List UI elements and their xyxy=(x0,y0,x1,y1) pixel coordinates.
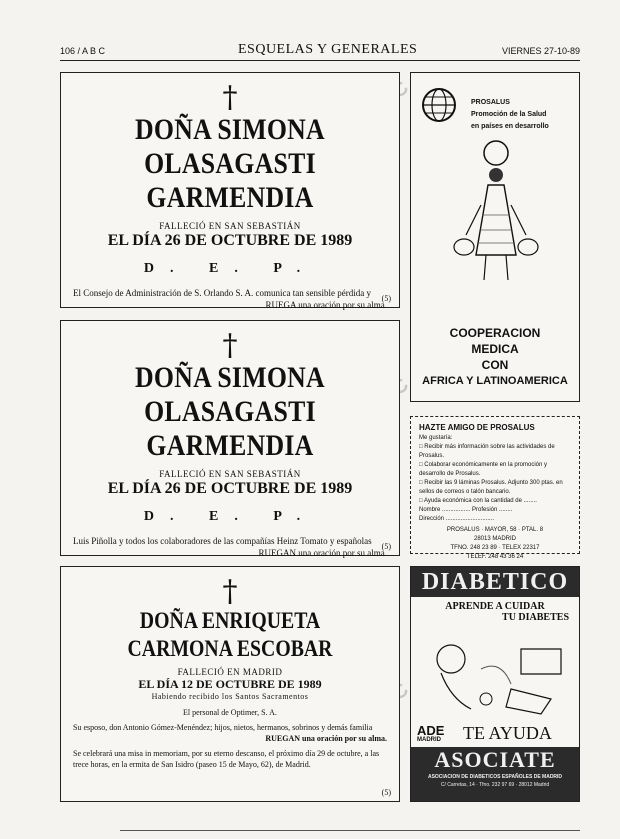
deceased-name: DOÑA SIMONA OLASAGASTI xyxy=(135,361,325,428)
cross-icon: † xyxy=(222,328,238,363)
prosalus-ad xyxy=(410,72,580,402)
notice-code: (5) xyxy=(381,294,391,303)
asociate-title: ASOCIATE xyxy=(434,747,556,772)
notice-body: El Consejo de Administración de S. Orlando S. A. comunica tan sensible pérdida y xyxy=(73,288,371,298)
globe-icon xyxy=(419,85,459,125)
headline-line: CON xyxy=(481,358,509,372)
died-where: FALLECIÓ EN SAN SEBASTIÁN xyxy=(159,469,301,479)
coupon-title: HAZTE AMIGO DE PROSALUS xyxy=(419,423,535,432)
notice-code: (5) xyxy=(381,788,391,797)
section-title: ESQUELAS Y GENERALES xyxy=(238,42,418,57)
prosalus-tagline: Promoción de la Salud xyxy=(471,111,547,118)
prosalus-brand: PROSALUS xyxy=(471,99,510,106)
staff-line: El personal de Optimer, S. A. xyxy=(183,708,277,717)
coupon-line: Dirección ............................. xyxy=(419,516,495,522)
notice-request: RUEGAN una oración por su alma. xyxy=(258,548,387,558)
diabetico-title: DIABETICO xyxy=(411,567,579,597)
deceased-name: DOÑA ENRIQUETA CARMONA ESCOBAR xyxy=(127,608,333,661)
te-ayuda: TE AYUDA xyxy=(463,723,552,743)
died-when: EL DÍA 12 DE OCTUBRE DE 1989 xyxy=(138,677,322,691)
ade-logo: ADE xyxy=(417,723,445,738)
diabetico-illustration xyxy=(411,629,579,719)
mass-line: Se celebrará una misa in memoriam, por su eterno descanso, el próximo día 29 de octubre, a las trece horas, en la ermita de San Isidro (paseo 15 de Mayo, 62), de Madrid. xyxy=(73,749,380,769)
died-where: FALLECIÓ EN MADRID xyxy=(177,667,283,677)
headline-line: COOPERACION xyxy=(449,326,541,340)
cross-icon: † xyxy=(222,574,238,609)
died-when: EL DÍA 26 DE OCTUBRE DE 1989 xyxy=(107,232,353,249)
sacraments: Habiendo recibido los Santos Sacramentos xyxy=(151,692,309,701)
address-line: TELEF. 248 43 36 24 xyxy=(466,554,524,560)
died-when: EL DÍA 26 DE OCTUBRE DE 1989 xyxy=(107,480,353,497)
issue-date: VIERNES 27-10-89 xyxy=(501,46,580,56)
family-line: Su esposo, don Antonio Gómez-Menéndez; hijos, nietos, hermanos, sobrinos y demás familia xyxy=(73,723,373,732)
coupon-line: □ Recibir más información sobre las actividades de Prosalus. xyxy=(419,444,555,459)
prosalus-tagline: en países en desarrollo xyxy=(471,123,549,130)
notice-body: Luis Piñolla y todos los colaboradores de las compañías Heinz Tomato y españolas xyxy=(73,536,372,546)
dep: D. E. P. xyxy=(143,261,317,276)
ade-madrid: MADRID xyxy=(417,737,441,743)
assoc-name: ASOCIACION DE DIABETICOS ESPAÑOLES DE MADRID xyxy=(427,774,563,780)
headline-line: AFRICA Y LATINOAMERICA xyxy=(422,375,568,387)
notice-request: RUEGAN una oración por su alma. xyxy=(265,734,387,743)
footer-rule xyxy=(120,830,580,831)
address-line: PROSALUS · MAYOR, 58 · PTAL. 8 xyxy=(446,527,544,533)
dep: D. E. P. xyxy=(143,509,317,524)
deceased-name: DOÑA SIMONA OLASAGASTI xyxy=(135,113,325,180)
coupon-line: □ Colaborar económicamente en la promoción y desarrollo de Prosalus. xyxy=(419,462,548,477)
diabetico-ad xyxy=(410,566,580,802)
assoc-address: C/ Carretas, 14 · Tfno. 232 97 69 · 28012 Madrid xyxy=(440,782,550,788)
deceased-surname: GARMENDIA xyxy=(146,181,314,214)
obituary-notice-3 xyxy=(60,566,400,802)
address-line: 28013 MADRID xyxy=(473,536,517,542)
address-line: TFNO. 248 23 89 · TELEX 22317 xyxy=(450,545,540,551)
cross-icon: † xyxy=(222,80,238,115)
coupon-line: □ Ayuda económica con la cantidad de ........ xyxy=(419,498,537,504)
page-header xyxy=(60,42,580,62)
headline-line: MEDICA xyxy=(471,342,519,356)
header-rule xyxy=(60,60,580,61)
deceased-surname: GARMENDIA xyxy=(146,429,314,462)
prosalus-coupon xyxy=(410,416,580,560)
page-number: 106 / A B C xyxy=(60,46,106,56)
obituary-notice-2 xyxy=(60,320,400,556)
obituary-notice-1 xyxy=(60,72,400,308)
woman-with-jar-illustration xyxy=(446,135,546,285)
coupon-line: □ Recibir las 9 láminas Prosalus. Adjunto 300 ptas. en sellos de correos o talón bancario. xyxy=(419,480,563,495)
died-where: FALLECIÓ EN SAN SEBASTIÁN xyxy=(159,221,301,231)
diabetico-line1: APRENDE A CUIDAR xyxy=(445,601,545,612)
notice-request: RUEGA una oración por su alma. xyxy=(265,300,387,310)
notice-code: (5) xyxy=(381,542,391,551)
coupon-line: Nombre ................. Profesión ........ xyxy=(419,507,513,513)
coupon-line: Me gustaría: xyxy=(419,435,453,441)
diabetico-line2: TU DIABETES xyxy=(502,612,569,623)
